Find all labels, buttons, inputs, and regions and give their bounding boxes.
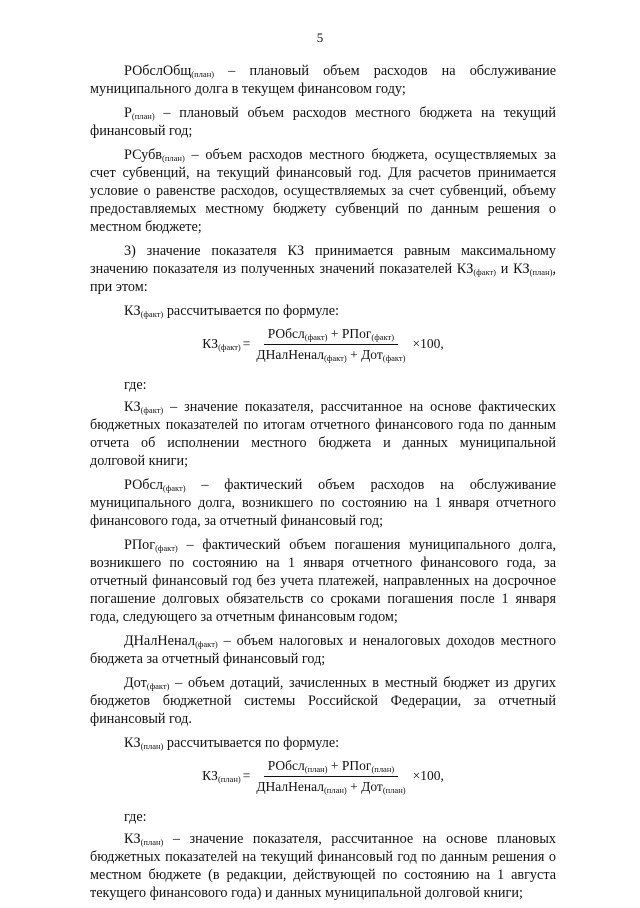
term-definition: – плановый объем расходов на обслуживание муниципального долга в текущем финансовом году; [90,63,556,97]
term-subscript: (факт) [195,639,218,649]
term-definition: рассчитывается по формуле: [163,303,339,319]
term-definition: – плановый объем расходов местного бюджета на текущий финансовый год; [90,105,556,139]
term-subscript: (план) [191,69,215,79]
formula-plus: + [346,778,362,794]
formula-denominator [252,345,409,364]
formula-multiplier: ×100, [412,336,444,351]
term-symbol: Р [124,105,132,121]
term-subscript: (факт) [146,681,170,691]
term-symbol: ДНалНенал [124,633,196,649]
formula-term: Дот [361,346,383,362]
formula-term-subscript: (факт) [324,352,347,363]
term-definition: – фактический объем расходов на обслуживание муниципального долга, возникшего по состоянию на 1 января отчетного финансового года, за отчетный финансовый год; [90,477,556,529]
paragraph-kz-fact-def [90,398,556,470]
paragraph-kz-plan-formula-intro [90,734,556,752]
formula-denominator [252,777,409,796]
paragraph-item-3 [90,242,556,296]
formula-term-subscript: (план) [382,784,406,795]
formula-term-subscript: (факт) [382,352,406,363]
term-subscript: (план) [162,153,185,163]
formula-lhs [202,767,241,785]
where-label: где: [124,377,147,393]
formula-kz-fact [90,324,556,364]
formula-fraction [252,757,409,796]
term-symbol: РПог [124,537,156,553]
term-definition: – значение показателя, рассчитанное на основе фактических бюджетных показателей по итогам отчетного финансового года по данным отчета об исполнении местного бюджета и данных муниципальной долговой книги; [90,399,556,469]
formula-term-subscript: (план) [323,784,347,795]
term-definition: – значение показателя, рассчитанное на основе плановых бюджетных показателей на текущий финансовый год по данным решения о местном бюджете (в редакции, действующей по состоянию на 1 августа текущего финансового года) и данных муниципальной долговой книги; [90,831,556,901]
paragraph-p-plan [90,104,556,140]
formula-term-subscript: (факт) [304,331,328,342]
where-label: где: [124,809,147,825]
term-symbol: Дот [124,675,147,691]
formula-term: РПог [341,325,372,341]
formula-term: ДНалНенал [256,346,325,362]
formula-plus: + [327,757,342,773]
term-subscript: (план) [140,837,164,847]
formula-term-subscript: (факт) [371,331,395,342]
formula-term: РПог [341,757,372,773]
paragraph-dnalnenal-fact [90,632,556,668]
term-definition: – фактический объем погашения муниципального долга, возникшего по состоянию на 1 января отчетного финансового года, за отчетный финансовый год без учета платежей, направленных на досрочное погашение долговых обязательств со сроками погашения после 1 января года, следующего за отчетным финансовым годом; [90,537,556,625]
term-subscript: (факт) [140,405,164,415]
term-subscript: (факт) [155,543,178,553]
formula-lhs-symbol: КЗ [202,336,219,351]
term-symbol: РОбслОбщ [124,63,192,79]
paragraph-dot-fact [90,674,556,728]
item-text: и КЗ [496,261,530,277]
paragraph-pobsl-fact [90,476,556,530]
term-symbol: КЗ [124,735,141,751]
formula-fraction [252,325,409,364]
formula-term-subscript: (план) [304,763,328,774]
term-definition: – объем дотаций, зачисленных в местный бюджет из других бюджетов бюджетной системы Российской Федерации, за отчетный финансовый год. [90,675,556,727]
term-definition: – объем налоговых и неналоговых доходов местного бюджета за отчетный финансовый год; [90,633,556,667]
formula-lhs-symbol: КЗ [202,768,218,783]
paragraph-kz-fact-formula-intro [90,302,556,320]
formula-lhs-subscript: (факт) [218,342,241,352]
formula-lhs [202,335,240,353]
formula-term: РОбсл [267,757,305,773]
formula-equals: = [242,336,251,351]
term-subscript: (план) [140,741,164,751]
paragraph-psubv-plan [90,146,556,236]
formula-plus: + [327,325,342,341]
term-definition: рассчитывается по формуле: [163,735,340,751]
page-number: 5 [316,30,324,45]
paragraph-ppog-fact [90,536,556,626]
term-subscript: (факт) [162,483,186,493]
term-symbol: КЗ [124,399,141,415]
formula-kz-plan [90,756,556,796]
formula-lhs-subscript: (план) [217,774,241,784]
paragraph-pobslobsch-plan [90,62,556,98]
document-body [90,62,556,908]
formula-plus: + [346,346,362,362]
term-symbol: КЗ [124,831,141,847]
term-symbol: РСубв [124,147,162,163]
term-subscript: (план) [529,267,553,277]
formula-term: ДНалНенал [256,778,324,794]
term-subscript: (факт) [473,267,497,277]
formula-term: Дот [361,778,383,794]
term-symbol: КЗ [124,303,141,319]
paragraph-kz-plan-def [90,830,556,902]
formula-equals: = [242,768,251,783]
formula-numerator [264,325,398,345]
term-subscript: (план) [131,111,155,121]
term-subscript: (факт) [140,309,164,319]
item-text: , при этом: [90,261,556,295]
term-definition: – объем расходов местного бюджета, осуществляемых за счет субвенций, на текущий финансовый год. Для расчетов принимается условие о равенстве расходов, осуществляемых за счет субвенций, объему предоставляемых местному бюджету субвенций по данным решения о местном бюджете; [90,147,556,235]
item-text: 3) значение показателя КЗ принимается равным максимальному значению показателя из полученных значений показателей КЗ [90,243,556,277]
formula-multiplier: ×100, [412,768,444,783]
formula-numerator [264,757,399,777]
formula-term: РОбсл [267,325,305,341]
formula-term-subscript: (план) [371,763,395,774]
term-symbol: РОбсл [124,477,163,493]
